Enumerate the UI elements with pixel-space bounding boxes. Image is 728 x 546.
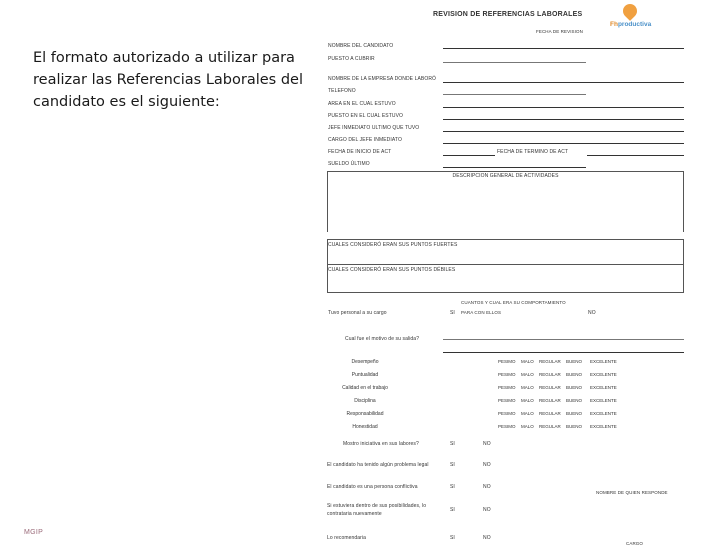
- recomendaria-no[interactable]: NO: [483, 535, 491, 541]
- fecha-termino-field[interactable]: [587, 155, 684, 156]
- rating-option[interactable]: PESIMO: [498, 424, 516, 429]
- recomendaria-question: Lo recomendaria: [327, 535, 367, 541]
- puntos-fuertes-box[interactable]: [327, 239, 684, 265]
- contrataria-question-line1: Si estuviera dentro de sus posibilidades, lo: [327, 503, 427, 509]
- iniciativa-no[interactable]: NO: [483, 441, 491, 447]
- hand-pen-logo-icon: [620, 1, 640, 21]
- criterion-disciplina: Disciplina: [354, 398, 376, 404]
- rating-option[interactable]: MALO: [521, 398, 534, 403]
- personal-no-option[interactable]: NO: [588, 310, 596, 316]
- fecha-revision-label: FECHA DE REVISION: [536, 29, 583, 34]
- rating-option[interactable]: REGULAR: [539, 359, 561, 364]
- rating-option[interactable]: PESIMO: [498, 372, 516, 377]
- area-field[interactable]: [443, 107, 684, 108]
- personal-si-option[interactable]: SI: [450, 310, 455, 316]
- contrataria-no[interactable]: NO: [483, 507, 491, 513]
- sueldo-field[interactable]: [443, 167, 586, 168]
- reference-form-document: [310, 0, 728, 546]
- rating-option[interactable]: MALO: [521, 372, 534, 377]
- nombre-candidato-label: NOMBRE DEL CANDIDATO: [328, 43, 394, 49]
- nombre-candidato-field[interactable]: [443, 48, 684, 49]
- nombre-empresa-label: NOMBRE DE LA EMPRESA DONDE LABORÓ: [328, 76, 437, 82]
- intro-text: El formato autorizado a utilizar para realizar las Referencias Laborales del candidato es el siguiente:: [33, 50, 303, 110]
- rating-option[interactable]: REGULAR: [539, 411, 561, 416]
- rating-option[interactable]: REGULAR: [539, 372, 561, 377]
- personal-cargo-question: Tuvo personal a su cargo: [328, 310, 387, 316]
- rating-row-puntualidad[interactable]: [498, 372, 625, 377]
- motivo-salida-field-2[interactable]: [443, 352, 684, 353]
- nombre-responde-label: NOMBRE DE QUIEN RESPONDE: [596, 490, 668, 495]
- rating-option[interactable]: BUENO: [566, 424, 583, 429]
- company-logo: [610, 4, 652, 30]
- criterion-calidad: Calidad en el trabajo: [342, 385, 388, 391]
- puesto-cubrir-field[interactable]: [443, 62, 586, 63]
- telefono-label: TELEFONO: [328, 88, 356, 94]
- rating-option[interactable]: BUENO: [566, 385, 583, 390]
- telefono-field[interactable]: [443, 94, 586, 95]
- cargo-label: CARGO: [626, 541, 644, 546]
- area-label: AREA EN EL CUAL ESTUVO: [328, 101, 396, 107]
- rating-option[interactable]: PESIMO: [498, 398, 516, 403]
- descripcion-label: DESCRIPCION GENERAL DE ACTIVIDADES: [452, 173, 559, 179]
- rating-row-responsabilidad[interactable]: [498, 411, 625, 416]
- contrataria-question-line2: contrataria nuevamente: [327, 511, 382, 517]
- rating-option[interactable]: EXCELENTE: [590, 385, 617, 390]
- iniciativa-si[interactable]: SI: [450, 441, 455, 447]
- logo-name: productiva: [617, 21, 652, 28]
- cuantos-label-line2: PARA CON ELLOS: [461, 310, 502, 315]
- rating-option[interactable]: BUENO: [566, 411, 583, 416]
- rating-row-honestidad[interactable]: [498, 424, 625, 429]
- cargo-jefe-label: CARGO DEL JEFE INMEDIATO: [328, 137, 402, 143]
- rating-option[interactable]: BUENO: [566, 359, 583, 364]
- jefe-inmediato-label: JEFE INMEDIATO ULTIMO QUE TUVO: [328, 125, 420, 131]
- jefe-inmediato-field[interactable]: [443, 131, 684, 132]
- rating-option[interactable]: REGULAR: [539, 385, 561, 390]
- puntos-fuertes-label: CUALES CONSIDERÓ ERAN SUS PUNTOS FUERTES: [328, 242, 458, 248]
- rating-option[interactable]: MALO: [521, 411, 534, 416]
- rating-option[interactable]: BUENO: [566, 398, 583, 403]
- criterion-responsabilidad: Responsabilidad: [346, 411, 384, 417]
- recomendaria-si[interactable]: SI: [450, 535, 455, 541]
- form-title: REVISION DE REFERENCIAS LABORALES: [433, 11, 583, 18]
- criterion-desempeno: Desempeño: [351, 359, 379, 365]
- criterion-honestidad: Honestidad: [352, 424, 378, 430]
- descripcion-actividades-box[interactable]: [327, 171, 684, 232]
- motivo-salida-question: Cual fue el motivo de su salida?: [345, 336, 420, 342]
- rating-option[interactable]: PESIMO: [498, 411, 516, 416]
- puntos-debiles-label: CUALES CONSIDERÓ ERAN SUS PUNTOS DÉBILES: [328, 267, 456, 273]
- rating-option[interactable]: MALO: [521, 385, 534, 390]
- logo-prefix: Fh: [610, 21, 618, 28]
- rating-row-desempeno[interactable]: [498, 359, 625, 364]
- fecha-inicio-field[interactable]: [443, 155, 495, 156]
- rating-option[interactable]: BUENO: [566, 372, 583, 377]
- conflictiva-si[interactable]: SI: [450, 484, 455, 490]
- cargo-jefe-field[interactable]: [443, 143, 684, 144]
- rating-option[interactable]: EXCELENTE: [590, 359, 617, 364]
- fecha-inicio-label: FECHA DE INICIO DE ACT: [328, 149, 392, 155]
- puesto-estuvo-label: PUESTO EN EL CUAL ESTUVO: [328, 113, 404, 119]
- rating-option[interactable]: REGULAR: [539, 424, 561, 429]
- rating-option[interactable]: EXCELENTE: [590, 398, 617, 403]
- conflictiva-question: El candidato es una persona conflictiva: [327, 484, 418, 490]
- rating-option[interactable]: REGULAR: [539, 398, 561, 403]
- nombre-empresa-field[interactable]: [443, 82, 684, 83]
- rating-option[interactable]: EXCELENTE: [590, 372, 617, 377]
- rating-option[interactable]: PESIMO: [498, 359, 516, 364]
- rating-row-disciplina[interactable]: [498, 398, 625, 403]
- criterion-puntualidad: Puntualidad: [351, 372, 379, 378]
- footer-tag: MGIP: [24, 529, 44, 536]
- rating-row-calidad[interactable]: [498, 385, 625, 390]
- rating-option[interactable]: EXCELENTE: [590, 424, 617, 429]
- puntos-debiles-box[interactable]: [327, 264, 684, 293]
- problema-legal-si[interactable]: SI: [450, 462, 455, 468]
- contrataria-si[interactable]: SI: [450, 507, 455, 513]
- rating-option[interactable]: MALO: [521, 424, 534, 429]
- rating-option[interactable]: EXCELENTE: [590, 411, 617, 416]
- problema-legal-no[interactable]: NO: [483, 462, 491, 468]
- rating-option[interactable]: PESIMO: [498, 385, 516, 390]
- problema-legal-question: El candidato ha tenido algún problema legal: [327, 462, 429, 468]
- iniciativa-question: Mostro iniciativa en sus labores?: [343, 441, 419, 447]
- cuantos-label-line1: CUANTOS Y CUAL ERA SU COMPORTAMIENTO: [461, 300, 566, 305]
- sueldo-label: SUELDO ÚLTIMO: [328, 161, 370, 167]
- puesto-estuvo-field[interactable]: [443, 119, 684, 120]
- fecha-termino-label: FECHA DE TERMINO DE ACT: [497, 149, 569, 155]
- motivo-salida-field-1[interactable]: [443, 339, 684, 340]
- puesto-cubrir-label: PUESTO A CUBRIR: [328, 56, 375, 62]
- conflictiva-no[interactable]: NO: [483, 484, 491, 490]
- rating-option[interactable]: MALO: [521, 359, 534, 364]
